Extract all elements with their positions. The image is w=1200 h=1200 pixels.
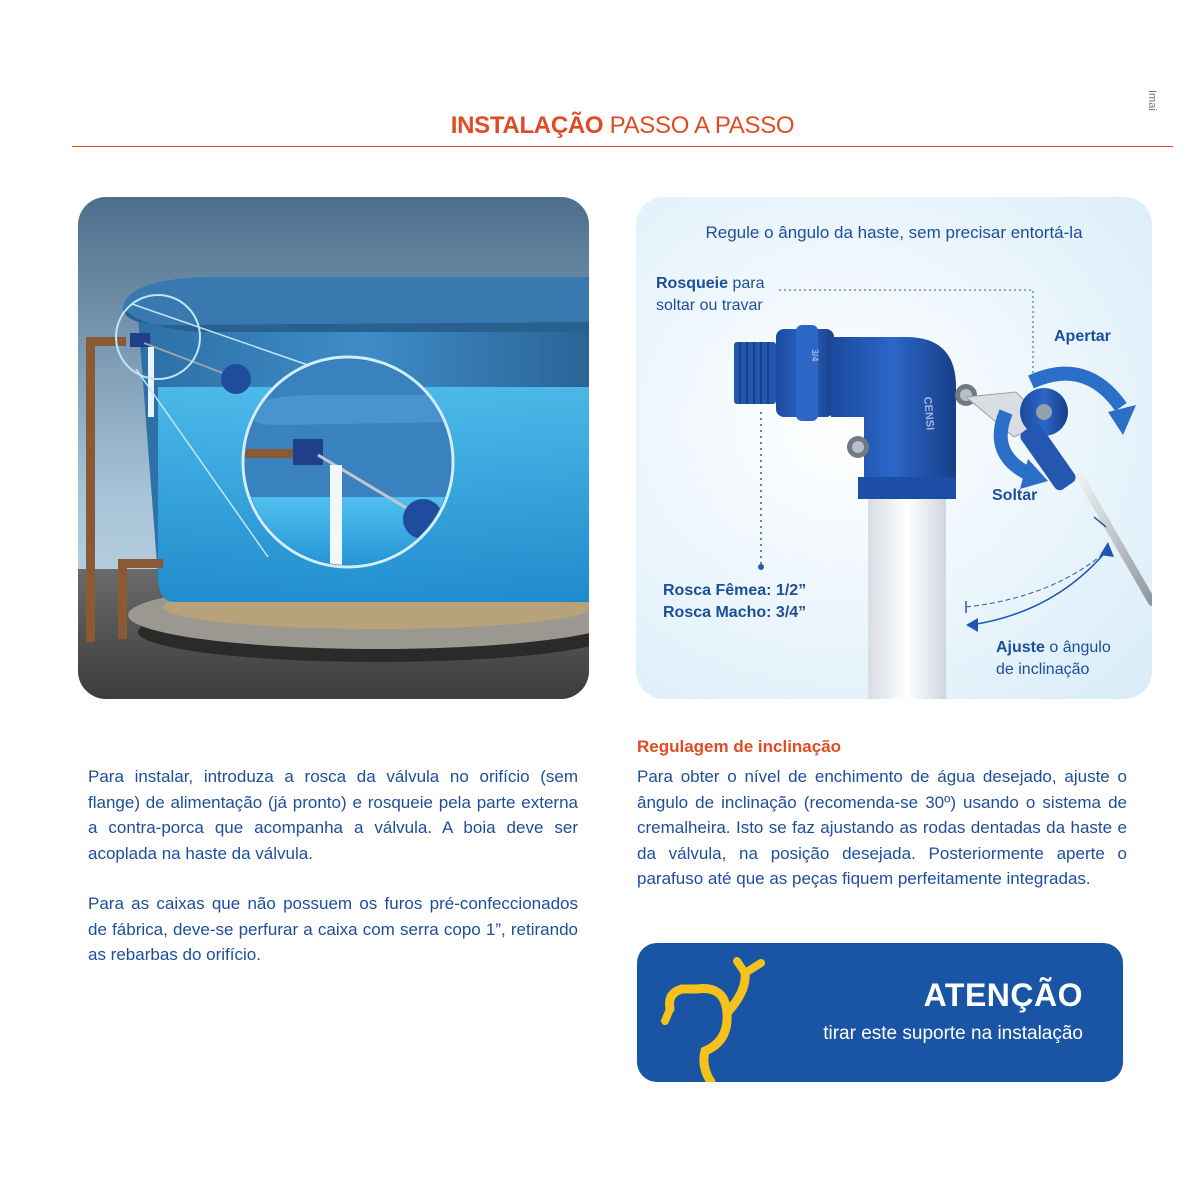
page-title-light: PASSO A PASSO bbox=[609, 112, 795, 139]
header-divider bbox=[72, 146, 1173, 147]
adjust-label-rest: o ângulo bbox=[1049, 639, 1111, 656]
adjust-label bbox=[996, 637, 1111, 681]
loosen-label: Soltar bbox=[992, 487, 1038, 504]
corner-tag: Imai bbox=[1146, 90, 1158, 111]
tighten-label: Apertar bbox=[1054, 328, 1111, 345]
thread-sizes bbox=[663, 580, 806, 624]
adjust-label-line2: de inclinação bbox=[996, 661, 1090, 678]
tank-illustration bbox=[78, 197, 589, 699]
attention-text: tirar este suporte na instalação bbox=[823, 1023, 1083, 1044]
attention-box bbox=[637, 943, 1123, 1082]
thread-label-bold: Rosqueie bbox=[656, 275, 729, 292]
page-title-bold: INSTALAÇÃO bbox=[450, 112, 604, 139]
section-heading: Regulagem de inclinação bbox=[637, 737, 842, 756]
valve-caption: Regule o ângulo da haste, sem precisar entortá-la bbox=[705, 223, 1083, 242]
thread-label bbox=[656, 273, 765, 317]
male-thread-label: Rosca Macho: bbox=[663, 604, 772, 621]
attention-title: ATENÇÃO bbox=[923, 977, 1083, 1013]
female-thread-value: 1/2” bbox=[775, 582, 807, 599]
thread-label-rest: para bbox=[732, 275, 765, 292]
page-title bbox=[0, 112, 1200, 140]
male-thread-value: 3/4” bbox=[775, 604, 807, 621]
valve-detail-panel bbox=[636, 197, 1152, 699]
brand-mark: CENSI bbox=[921, 396, 936, 431]
adjust-label-bold: Ajuste bbox=[996, 639, 1045, 656]
tilt-instructions: Para obter o nível de enchimento de água desejado, ajuste o ângulo de inclinação (recomenda-se 30º) usando o sistema de cremalheira. Isto se faz ajustando as rodas dentadas da haste e da válvula, na posição desejada. Posteriormente aperte o parafuso até que as peças fiquem perfeitamente integradas. bbox=[637, 767, 1127, 888]
thread-label-line2: soltar ou travar bbox=[656, 297, 763, 314]
female-thread-label: Rosca Fêmea: bbox=[663, 582, 772, 599]
tank-illustration-svg bbox=[78, 197, 589, 699]
drilling-instructions: Para as caixas que não possuem os furos pré-confeccionados de fábrica, deve-se perfurar a caixa com serra copo 1”, retirando as rebarbas do orifício. bbox=[88, 894, 578, 964]
size-mark: 3/4 bbox=[810, 349, 820, 362]
install-instructions: Para instalar, introduza a rosca da válvula no orifício (sem flange) de alimentação (já pronto) e rosqueie pela parte externa a contra-porca que acompanha a válvula. A boia deve ser acoplada na haste da válvula. bbox=[88, 767, 578, 863]
